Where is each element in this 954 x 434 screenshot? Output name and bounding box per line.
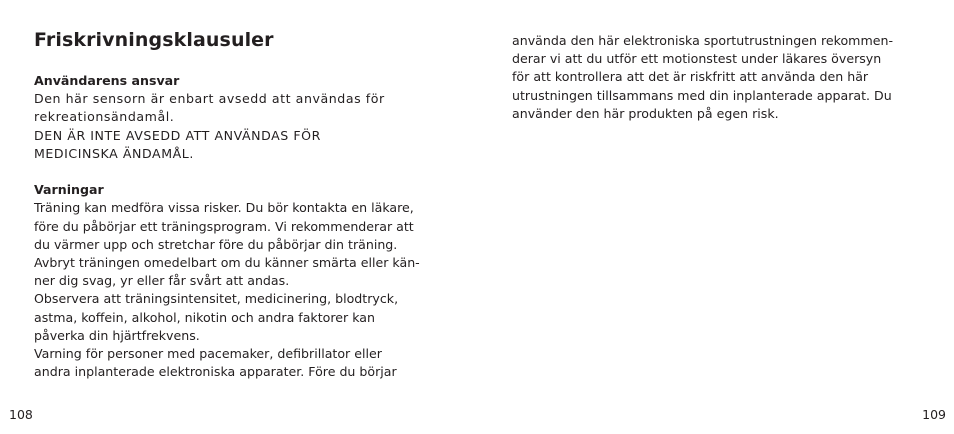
paragraph-line: MEDICINSKA ÄNDAMÅL.	[34, 145, 194, 161]
right-page	[477, 0, 954, 434]
paragraph-line: Träning kan medföra vissa risker. Du bör kontakta en läkare,	[34, 200, 414, 216]
paragraph-line: Den här sensorn är enbart avsedd att användas för	[34, 91, 385, 107]
paragraph-line: astma, koffein, alkohol, nikotin och andra faktorer kan	[34, 309, 375, 325]
paragraph-line: Observera att träningsintensitet, medicinering, blodtryck,	[34, 291, 399, 307]
paragraph-line: derar vi att du utför ett motionstest under läkares översyn	[512, 51, 882, 67]
paragraph-line: Varning för personer med pacemaker, defibrillator eller	[34, 346, 382, 362]
left-column-text	[34, 72, 446, 381]
paragraph-line: använda den här elektroniska sportutrustningen rekommen-	[512, 33, 893, 48]
paragraph-line: du värmer upp och stretchar före du påbörjar din träning.	[34, 236, 398, 252]
paragraph-line: ner dig svag, yr eller får svårt att andas.	[34, 273, 290, 289]
paragraph-line: rekreationsändamål.	[34, 109, 175, 125]
paragraph-line: före du påbörjar ett träningsprogram. Vi rekommenderar att	[34, 218, 414, 234]
right-column-text	[512, 32, 924, 123]
page-number-right: 109	[922, 407, 946, 422]
section-heading-user-responsibility: Användarens ansvar	[34, 73, 180, 88]
paragraph-line: andra inplanterade elektroniska apparater. Före du börjar	[34, 364, 397, 380]
paragraph-line: påverka din hjärtfrekvens.	[34, 327, 200, 343]
paragraph-line: använder den här produkten på egen risk.	[512, 105, 779, 121]
page-title: Friskrivningsklausuler	[34, 29, 274, 51]
paragraph-line: utrustningen tillsammans med din inplanterade apparat. Du	[512, 87, 892, 103]
section-heading-warnings: Varningar	[34, 182, 104, 198]
paragraph-gap	[34, 163, 446, 181]
paragraph-line: för att kontrollera att det är riskfritt att använda den här	[512, 69, 869, 85]
paragraph-line: DEN ÄR INTE AVSEDD ATT ANVÄNDAS FÖR	[34, 127, 321, 143]
page-number-left: 108	[9, 407, 33, 422]
paragraph-line: Avbryt träningen omedelbart om du känner smärta eller kän-	[34, 255, 420, 271]
